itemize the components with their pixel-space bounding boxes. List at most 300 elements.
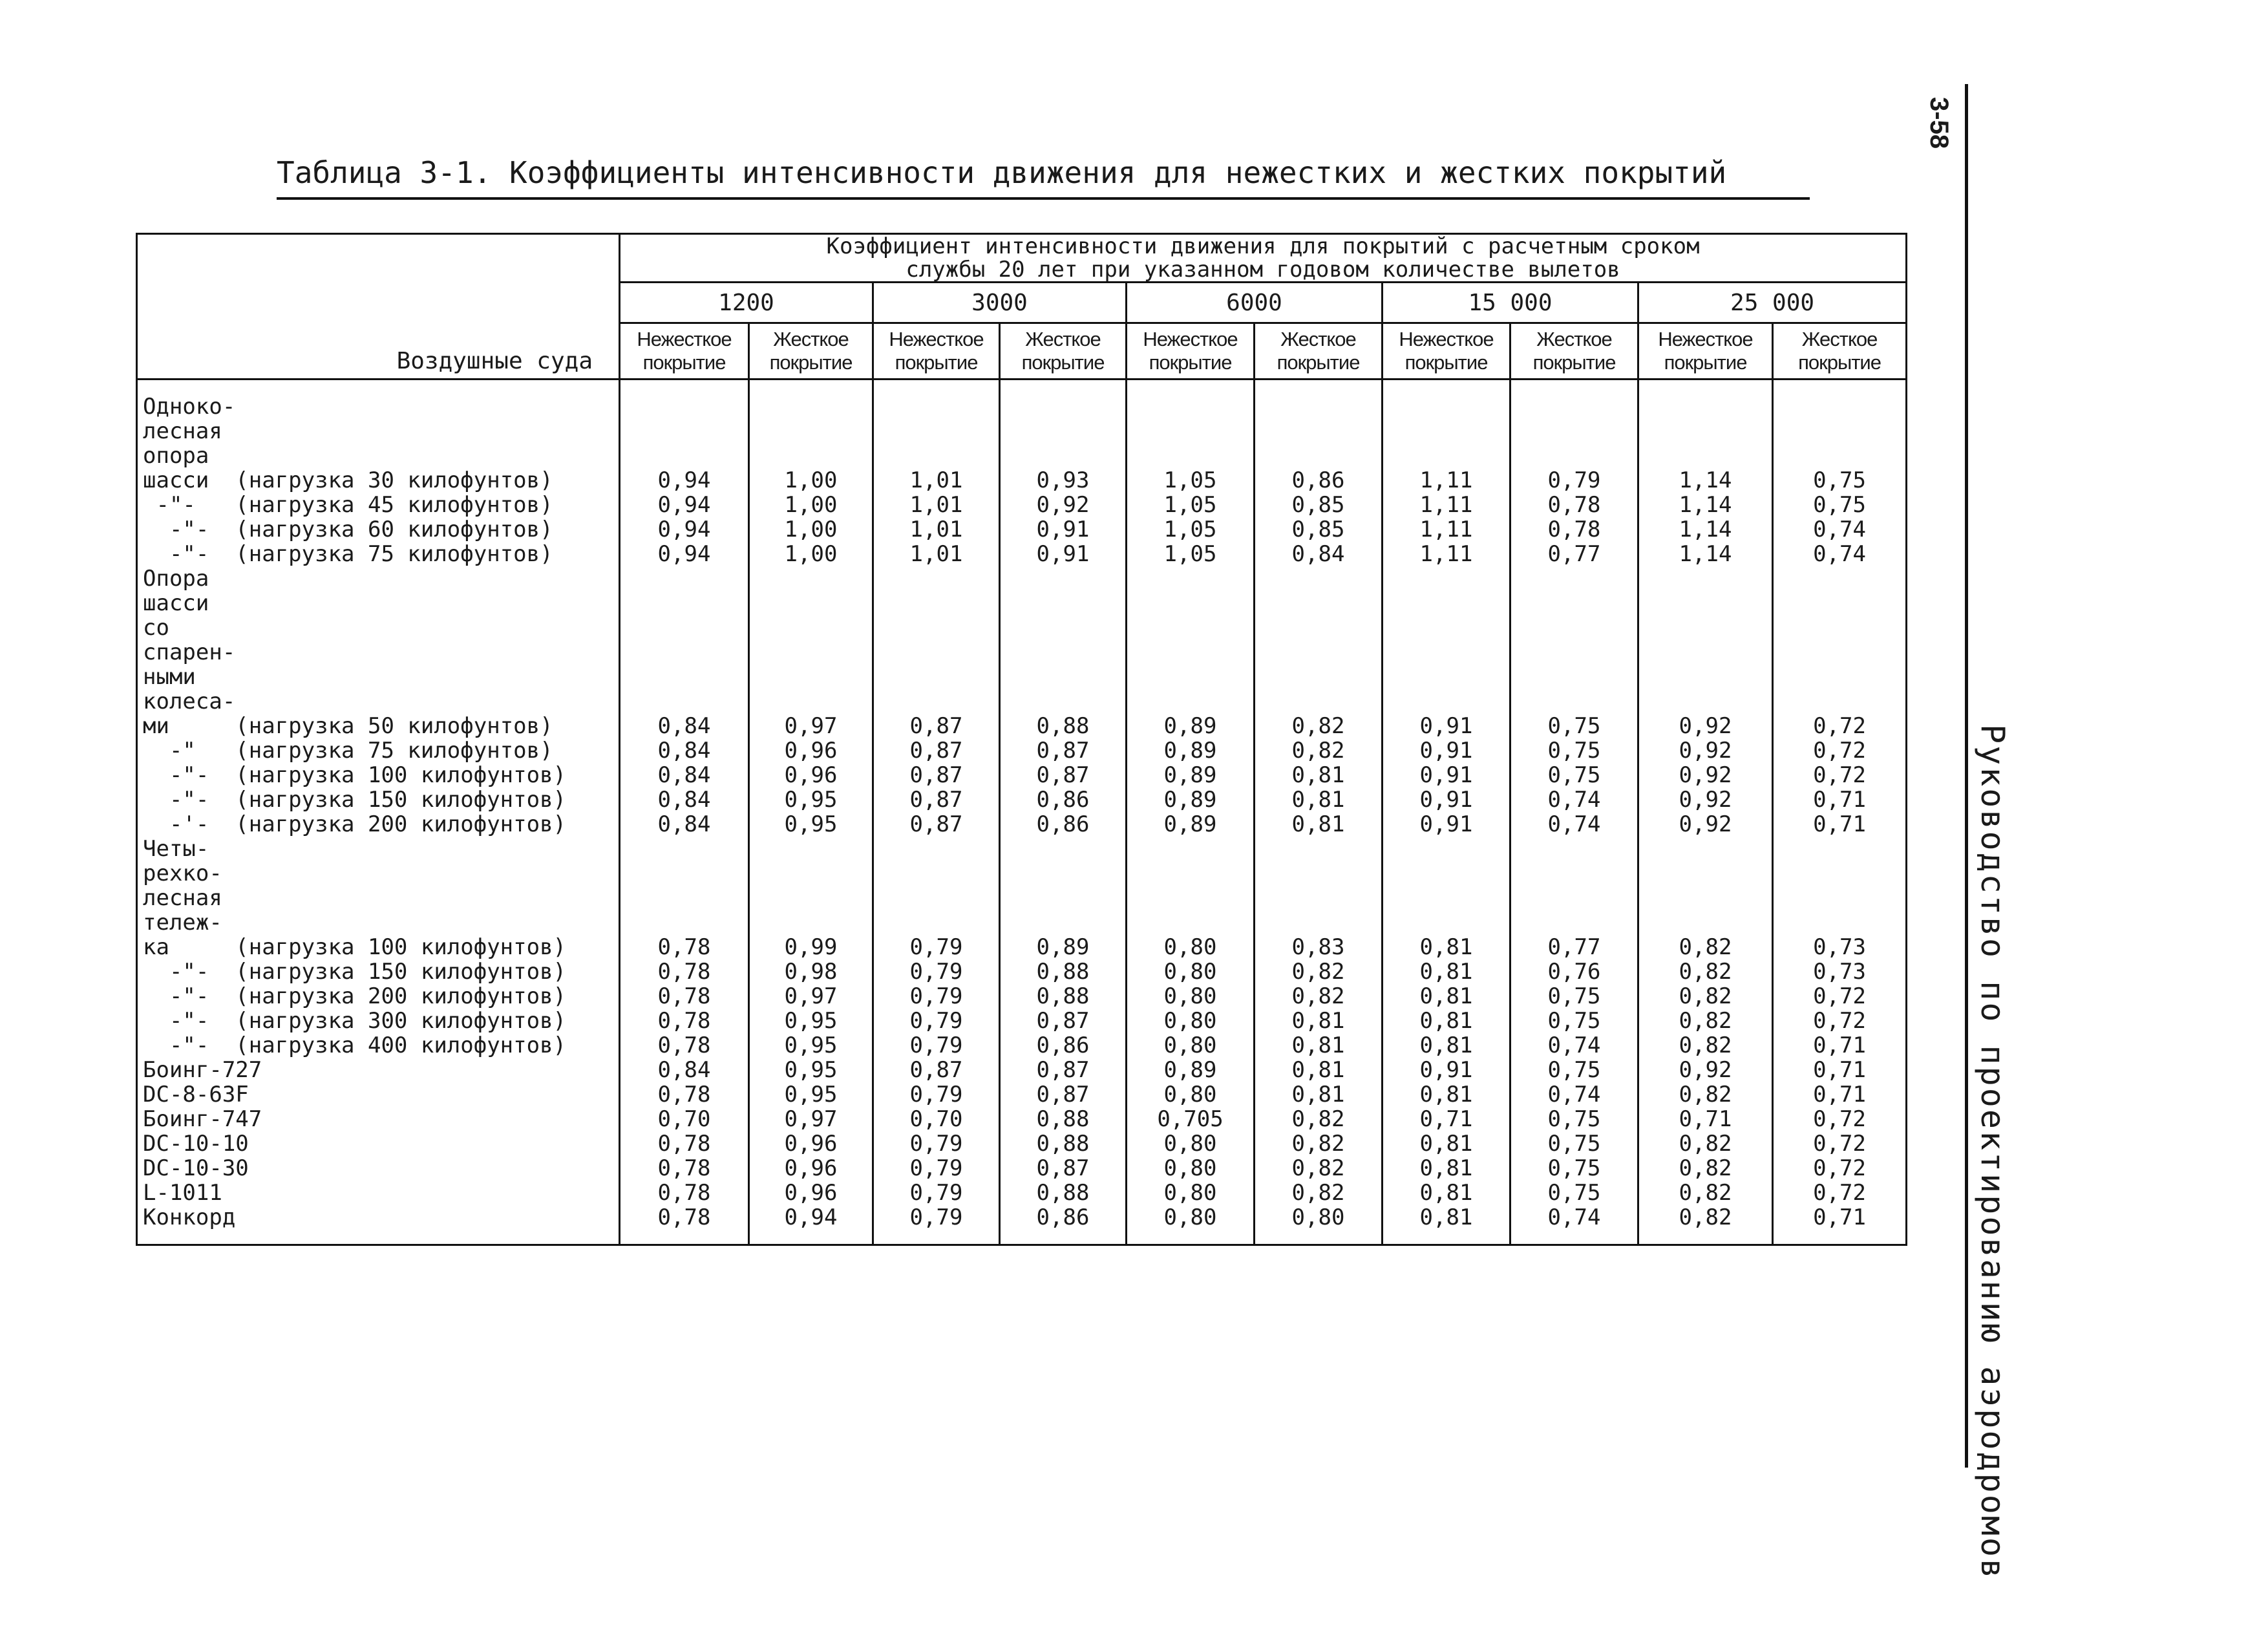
table-row xyxy=(137,468,1907,493)
table-row xyxy=(137,542,1907,566)
rigid-value-cell: 0,87 xyxy=(1000,1058,1127,1082)
rigid-value-cell xyxy=(1000,566,1127,591)
rigid-value-cell: 0,87 xyxy=(1000,1082,1127,1107)
rigid-value-cell xyxy=(1000,837,1127,861)
traffic-coefficient-table xyxy=(136,233,1907,1246)
flexible-value-cell: 0,82 xyxy=(1638,959,1773,984)
rigid-value-cell: 0,74 xyxy=(1510,1082,1638,1107)
flexible-value-cell xyxy=(620,886,749,910)
rigid-value-cell: 0,75 xyxy=(1510,1107,1638,1131)
flexible-value-cell: 0,80 xyxy=(1127,935,1255,959)
rigid-value-cell: 0,94 xyxy=(749,1205,873,1230)
flexible-value-cell: 0,71 xyxy=(1383,1107,1510,1131)
rigid-value-cell: 0,81 xyxy=(1255,1033,1383,1058)
table-row xyxy=(137,910,1907,935)
rigid-value-cell xyxy=(1255,689,1383,714)
flexible-value-cell xyxy=(1127,837,1255,861)
spacer-row xyxy=(137,380,1907,395)
flexible-value-cell: 1,11 xyxy=(1383,468,1510,493)
rigid-value-cell xyxy=(1000,861,1127,886)
aircraft-label-cell: колеса- xyxy=(137,689,620,714)
aircraft-label-cell: со xyxy=(137,615,620,640)
flexible-value-cell: 0,91 xyxy=(1383,812,1510,837)
rigid-value-cell: 0,74 xyxy=(1773,517,1907,542)
table-row xyxy=(137,517,1907,542)
rigid-value-cell: 0,88 xyxy=(1000,959,1127,984)
flexible-value-cell: 0,78 xyxy=(620,959,749,984)
table-row xyxy=(137,1131,1907,1156)
flexible-value-cell: 0,87 xyxy=(873,714,1000,738)
rigid-value-cell: 0,75 xyxy=(1510,1058,1638,1082)
flexible-value-cell: 0,89 xyxy=(1127,738,1255,763)
departures-header: 3000 xyxy=(873,283,1127,323)
flexible-value-cell: 1,05 xyxy=(1127,468,1255,493)
flexible-pavement-header: Нежесткое покрытие xyxy=(1638,323,1773,380)
flexible-value-cell: 0,79 xyxy=(873,1082,1000,1107)
flexible-value-cell: 0,80 xyxy=(1127,1205,1255,1230)
table-row xyxy=(137,787,1907,812)
page-number: 3-58 xyxy=(1925,97,1953,149)
rigid-value-cell: 0,96 xyxy=(749,738,873,763)
rigid-value-cell: 0,88 xyxy=(1000,1181,1127,1205)
aircraft-label-cell: Конкорд xyxy=(137,1205,620,1230)
rigid-value-cell: 1,00 xyxy=(749,517,873,542)
rigid-value-cell xyxy=(1255,640,1383,665)
spacer-cell xyxy=(620,380,749,395)
rigid-value-cell: 0,91 xyxy=(1000,542,1127,566)
flexible-value-cell: 0,91 xyxy=(1383,763,1510,787)
rigid-value-cell: 0,87 xyxy=(1000,1009,1127,1033)
flexible-pavement-header: Нежесткое покрытие xyxy=(1127,323,1255,380)
departures-header: 6000 xyxy=(1127,283,1383,323)
flexible-pavement-header: Нежесткое покрытие xyxy=(873,323,1000,380)
flexible-value-cell: 0,89 xyxy=(1127,714,1255,738)
flexible-value-cell: 0,91 xyxy=(1383,714,1510,738)
flexible-value-cell xyxy=(620,566,749,591)
table-row xyxy=(137,1156,1907,1181)
rigid-value-cell: 0,80 xyxy=(1255,1205,1383,1230)
flexible-value-cell: 1,14 xyxy=(1638,493,1773,517)
table-row xyxy=(137,886,1907,910)
flexible-value-cell: 0,94 xyxy=(620,468,749,493)
flexible-value-cell xyxy=(1383,837,1510,861)
aircraft-label-cell: Опора xyxy=(137,566,620,591)
flexible-value-cell: 0,87 xyxy=(873,787,1000,812)
rigid-value-cell xyxy=(749,566,873,591)
rigid-value-cell: 0,75 xyxy=(1510,1156,1638,1181)
rigid-value-cell: 0,85 xyxy=(1255,493,1383,517)
rigid-value-cell xyxy=(749,689,873,714)
flexible-value-cell: 1,05 xyxy=(1127,517,1255,542)
rigid-value-cell: 0,83 xyxy=(1255,935,1383,959)
flexible-value-cell xyxy=(1127,910,1255,935)
flexible-value-cell: 1,11 xyxy=(1383,517,1510,542)
rigid-pavement-header: Жесткое покрытие xyxy=(1510,323,1638,380)
flexible-value-cell: 0,82 xyxy=(1638,1131,1773,1156)
flexible-value-cell: 0,81 xyxy=(1383,1156,1510,1181)
departures-header: 25 000 xyxy=(1638,283,1907,323)
flexible-pavement-header: Нежесткое покрытие xyxy=(1383,323,1510,380)
rigid-value-cell: 0,88 xyxy=(1000,1107,1127,1131)
flexible-pavement-header: Нежесткое покрытие xyxy=(620,323,749,380)
side-rule xyxy=(1965,84,1968,1468)
rigid-value-cell xyxy=(1255,886,1383,910)
flexible-value-cell: 0,89 xyxy=(1127,763,1255,787)
rigid-value-cell: 0,84 xyxy=(1255,542,1383,566)
flexible-value-cell: 0,81 xyxy=(1383,935,1510,959)
flexible-value-cell: 0,79 xyxy=(873,1181,1000,1205)
table-row xyxy=(137,1107,1907,1131)
spacer-cell xyxy=(1510,380,1638,395)
flexible-value-cell: 0,79 xyxy=(873,1205,1000,1230)
rigid-value-cell xyxy=(1255,837,1383,861)
aircraft-label-cell: ми (нагрузка 50 килофунтов) xyxy=(137,714,620,738)
rigid-value-cell: 1,00 xyxy=(749,493,873,517)
flexible-value-cell xyxy=(620,640,749,665)
rigid-value-cell: 0,71 xyxy=(1773,1082,1907,1107)
rigid-value-cell xyxy=(1510,566,1638,591)
flexible-value-cell: 1,14 xyxy=(1638,468,1773,493)
flexible-value-cell: 0,78 xyxy=(620,1033,749,1058)
flexible-value-cell xyxy=(1383,566,1510,591)
coefficient-group-header xyxy=(620,234,1907,283)
flexible-value-cell: 0,82 xyxy=(1638,1156,1773,1181)
aircraft-label-cell: Боинг-727 xyxy=(137,1058,620,1082)
flexible-value-cell: 0,80 xyxy=(1127,1033,1255,1058)
aircraft-column-header: Воздушные суда xyxy=(137,234,620,380)
flexible-value-cell: 0,84 xyxy=(620,738,749,763)
rigid-value-cell xyxy=(1510,689,1638,714)
rigid-value-cell: 0,81 xyxy=(1255,1058,1383,1082)
aircraft-label-cell: DC-8-63F xyxy=(137,1082,620,1107)
flexible-value-cell: 0,82 xyxy=(1638,935,1773,959)
rigid-value-cell: 0,72 xyxy=(1773,763,1907,787)
rigid-value-cell xyxy=(1510,640,1638,665)
rigid-value-cell: 0,81 xyxy=(1255,787,1383,812)
rigid-value-cell xyxy=(1773,591,1907,615)
rigid-value-cell: 0,72 xyxy=(1773,738,1907,763)
rigid-value-cell xyxy=(1255,615,1383,640)
flexible-value-cell: 0,92 xyxy=(1638,1058,1773,1082)
rigid-value-cell xyxy=(1510,591,1638,615)
aircraft-label-cell: -"- (нагрузка 200 килофунтов) xyxy=(137,984,620,1009)
aircraft-label-cell: опора xyxy=(137,444,620,468)
flexible-value-cell: 0,92 xyxy=(1638,738,1773,763)
rigid-value-cell: 0,96 xyxy=(749,1131,873,1156)
spacer-cell xyxy=(1000,1230,1127,1245)
flexible-value-cell xyxy=(1127,886,1255,910)
rigid-value-cell xyxy=(1773,689,1907,714)
flexible-value-cell xyxy=(1127,689,1255,714)
table-row xyxy=(137,394,1907,419)
rigid-value-cell: 0,74 xyxy=(1773,542,1907,566)
table-row xyxy=(137,419,1907,444)
flexible-value-cell xyxy=(1383,886,1510,910)
aircraft-label-cell: Боинг-747 xyxy=(137,1107,620,1131)
rigid-value-cell: 0,74 xyxy=(1510,812,1638,837)
spacer-cell xyxy=(1000,380,1127,395)
rigid-value-cell xyxy=(1255,394,1383,419)
aircraft-label-cell: лесная xyxy=(137,886,620,910)
flexible-value-cell: 1,11 xyxy=(1383,493,1510,517)
rigid-value-cell xyxy=(1000,910,1127,935)
rigid-value-cell xyxy=(749,886,873,910)
flexible-value-cell: 0,79 xyxy=(873,1131,1000,1156)
flexible-value-cell xyxy=(1127,665,1255,689)
flexible-value-cell xyxy=(1638,419,1773,444)
flexible-value-cell: 0,94 xyxy=(620,517,749,542)
rigid-value-cell: 0,82 xyxy=(1255,1181,1383,1205)
spacer-cell xyxy=(749,1230,873,1245)
flexible-value-cell: 0,80 xyxy=(1127,984,1255,1009)
rigid-value-cell: 0,75 xyxy=(1510,1181,1638,1205)
rigid-value-cell xyxy=(1255,591,1383,615)
rigid-value-cell xyxy=(1255,861,1383,886)
aircraft-label-cell: ка (нагрузка 100 килофунтов) xyxy=(137,935,620,959)
rigid-value-cell xyxy=(1773,861,1907,886)
spacer-cell xyxy=(1638,1230,1773,1245)
flexible-value-cell xyxy=(1638,615,1773,640)
rigid-value-cell: 0,95 xyxy=(749,812,873,837)
flexible-value-cell: 0,78 xyxy=(620,1181,749,1205)
rigid-value-cell: 0,91 xyxy=(1000,517,1127,542)
rigid-value-cell: 0,82 xyxy=(1255,1131,1383,1156)
rigid-value-cell: 0,81 xyxy=(1255,812,1383,837)
rigid-value-cell xyxy=(1255,665,1383,689)
flexible-value-cell: 0,81 xyxy=(1383,1131,1510,1156)
rigid-value-cell: 0,86 xyxy=(1000,787,1127,812)
spacer-cell xyxy=(749,380,873,395)
flexible-value-cell: 0,80 xyxy=(1127,1082,1255,1107)
flexible-value-cell xyxy=(1638,591,1773,615)
table-row xyxy=(137,591,1907,615)
flexible-value-cell: 1,14 xyxy=(1638,542,1773,566)
rigid-value-cell: 0,82 xyxy=(1255,1156,1383,1181)
flexible-value-cell xyxy=(1127,566,1255,591)
flexible-value-cell xyxy=(1383,861,1510,886)
rigid-value-cell: 0,71 xyxy=(1773,1205,1907,1230)
rigid-value-cell: 0,72 xyxy=(1773,984,1907,1009)
rigid-value-cell: 1,00 xyxy=(749,468,873,493)
rigid-value-cell xyxy=(1000,640,1127,665)
flexible-value-cell xyxy=(1127,861,1255,886)
aircraft-label-cell: -"- (нагрузка 400 килофунтов) xyxy=(137,1033,620,1058)
rigid-value-cell: 0,74 xyxy=(1510,787,1638,812)
flexible-value-cell: 0,81 xyxy=(1383,1082,1510,1107)
aircraft-label-cell: -"- (нагрузка 150 килофунтов) xyxy=(137,787,620,812)
flexible-value-cell xyxy=(1127,591,1255,615)
flexible-value-cell xyxy=(1383,665,1510,689)
rigid-value-cell: 0,78 xyxy=(1510,493,1638,517)
flexible-value-cell xyxy=(1638,837,1773,861)
rigid-value-cell xyxy=(1773,665,1907,689)
flexible-value-cell xyxy=(1383,689,1510,714)
table-header xyxy=(137,234,1907,380)
rigid-pavement-header: Жесткое покрытие xyxy=(1773,323,1907,380)
flexible-value-cell: 0,81 xyxy=(1383,959,1510,984)
flexible-value-cell: 1,01 xyxy=(873,517,1000,542)
table-row xyxy=(137,837,1907,861)
table-row xyxy=(137,615,1907,640)
flexible-value-cell: 0,81 xyxy=(1383,1205,1510,1230)
flexible-value-cell: 0,79 xyxy=(873,1156,1000,1181)
table-caption: Таблица 3-1. Коэффициенты интенсивности движения для нежестких и жестких покрытий xyxy=(277,155,1727,190)
spacer-cell xyxy=(620,1230,749,1245)
aircraft-label-cell: -"- (нагрузка 75 килофунтов) xyxy=(137,542,620,566)
flexible-value-cell: 1,01 xyxy=(873,468,1000,493)
flexible-value-cell xyxy=(620,689,749,714)
flexible-value-cell: 0,79 xyxy=(873,984,1000,1009)
flexible-value-cell: 0,79 xyxy=(873,1033,1000,1058)
aircraft-label-cell: -" (нагрузка 75 килофунтов) xyxy=(137,738,620,763)
table-row xyxy=(137,1181,1907,1205)
rigid-value-cell xyxy=(1510,837,1638,861)
rigid-value-cell xyxy=(1000,394,1127,419)
table-row xyxy=(137,1009,1907,1033)
flexible-value-cell: 0,87 xyxy=(873,738,1000,763)
spacer-cell xyxy=(1255,380,1383,395)
rigid-value-cell: 0,87 xyxy=(1000,763,1127,787)
spacer-cell xyxy=(137,1230,620,1245)
rigid-value-cell xyxy=(1773,837,1907,861)
rigid-value-cell: 0,78 xyxy=(1510,517,1638,542)
rigid-value-cell xyxy=(1510,861,1638,886)
rigid-value-cell xyxy=(1510,444,1638,468)
flexible-value-cell: 0,84 xyxy=(620,1058,749,1082)
aircraft-label-cell: тележ- xyxy=(137,910,620,935)
rigid-value-cell: 0,76 xyxy=(1510,959,1638,984)
rigid-value-cell xyxy=(749,591,873,615)
rigid-value-cell xyxy=(749,615,873,640)
table-row xyxy=(137,714,1907,738)
flexible-value-cell: 0,79 xyxy=(873,935,1000,959)
rigid-value-cell xyxy=(749,910,873,935)
spacer-cell xyxy=(1127,380,1255,395)
departures-header: 1200 xyxy=(620,283,873,323)
flexible-value-cell xyxy=(620,615,749,640)
flexible-value-cell: 1,11 xyxy=(1383,542,1510,566)
flexible-value-cell xyxy=(1383,591,1510,615)
flexible-value-cell: 0,81 xyxy=(1383,1033,1510,1058)
coefficient-header-line-1: Коэффициент интенсивности движения для покрытий с расчетным сроком xyxy=(826,233,1700,259)
rigid-value-cell xyxy=(1255,419,1383,444)
aircraft-label-cell: рехко- xyxy=(137,861,620,886)
rigid-value-cell xyxy=(1510,615,1638,640)
aircraft-label-cell: ными xyxy=(137,665,620,689)
flexible-value-cell xyxy=(1638,689,1773,714)
flexible-value-cell: 0,705 xyxy=(1127,1107,1255,1131)
rigid-value-cell: 0,85 xyxy=(1255,517,1383,542)
spacer-cell xyxy=(137,380,620,395)
rigid-value-cell: 0,75 xyxy=(1510,714,1638,738)
flexible-value-cell: 0,80 xyxy=(1127,959,1255,984)
spacer-cell xyxy=(873,1230,1000,1245)
flexible-value-cell: 0,91 xyxy=(1383,787,1510,812)
spacer-cell xyxy=(1773,1230,1907,1245)
flexible-value-cell xyxy=(873,910,1000,935)
flexible-value-cell xyxy=(1383,394,1510,419)
table-row xyxy=(137,566,1907,591)
flexible-value-cell xyxy=(1127,615,1255,640)
rigid-value-cell: 0,97 xyxy=(749,714,873,738)
flexible-value-cell: 0,81 xyxy=(1383,984,1510,1009)
flexible-value-cell: 0,91 xyxy=(1383,1058,1510,1082)
flexible-value-cell xyxy=(1127,640,1255,665)
rigid-value-cell: 0,75 xyxy=(1510,763,1638,787)
rigid-value-cell xyxy=(1255,566,1383,591)
flexible-value-cell xyxy=(620,394,749,419)
flexible-value-cell xyxy=(1638,861,1773,886)
flexible-value-cell: 0,82 xyxy=(1638,984,1773,1009)
flexible-value-cell: 1,01 xyxy=(873,493,1000,517)
aircraft-label-cell: -"- (нагрузка 45 килофунтов) xyxy=(137,493,620,517)
flexible-value-cell: 0,71 xyxy=(1638,1107,1773,1131)
rigid-value-cell: 0,71 xyxy=(1773,787,1907,812)
table-row xyxy=(137,1058,1907,1082)
spacer-cell xyxy=(1510,1230,1638,1245)
flexible-value-cell xyxy=(1383,640,1510,665)
rigid-value-cell: 0,74 xyxy=(1510,1033,1638,1058)
flexible-value-cell: 0,78 xyxy=(620,1009,749,1033)
rigid-value-cell: 0,75 xyxy=(1773,493,1907,517)
rigid-value-cell: 0,86 xyxy=(1000,1033,1127,1058)
rigid-value-cell: 0,88 xyxy=(1000,984,1127,1009)
rigid-value-cell: 0,82 xyxy=(1255,1107,1383,1131)
running-title: Руководство по проектированию аэродромов xyxy=(1974,724,2011,1581)
flexible-value-cell: 0,81 xyxy=(1383,1009,1510,1033)
flexible-value-cell: 0,80 xyxy=(1127,1181,1255,1205)
aircraft-label-cell: Четы- xyxy=(137,837,620,861)
rigid-value-cell: 0,96 xyxy=(749,763,873,787)
rigid-value-cell: 0,81 xyxy=(1255,1009,1383,1033)
rigid-value-cell: 0,98 xyxy=(749,959,873,984)
table-row xyxy=(137,1205,1907,1230)
rigid-value-cell xyxy=(1255,444,1383,468)
flexible-value-cell: 0,87 xyxy=(873,1058,1000,1082)
rigid-value-cell xyxy=(749,665,873,689)
rigid-value-cell: 0,82 xyxy=(1255,959,1383,984)
flexible-value-cell xyxy=(620,665,749,689)
flexible-value-cell xyxy=(620,591,749,615)
rigid-value-cell xyxy=(749,837,873,861)
flexible-value-cell xyxy=(620,910,749,935)
departures-header: 15 000 xyxy=(1383,283,1638,323)
coefficient-header-line-2: службы 20 лет при указанном годовом количестве вылетов xyxy=(906,257,1620,283)
flexible-value-cell: 0,87 xyxy=(873,763,1000,787)
flexible-value-cell: 0,78 xyxy=(620,1131,749,1156)
flexible-value-cell: 0,92 xyxy=(1638,763,1773,787)
flexible-value-cell: 0,82 xyxy=(1638,1009,1773,1033)
spacer-cell xyxy=(1383,1230,1510,1245)
rigid-value-cell: 0,88 xyxy=(1000,1131,1127,1156)
aircraft-label-cell: DC-10-30 xyxy=(137,1156,620,1181)
flexible-value-cell: 1,14 xyxy=(1638,517,1773,542)
table-row xyxy=(137,689,1907,714)
flexible-value-cell xyxy=(1638,886,1773,910)
flexible-value-cell: 0,82 xyxy=(1638,1033,1773,1058)
flexible-value-cell xyxy=(873,837,1000,861)
table-row xyxy=(137,444,1907,468)
spacer-cell xyxy=(873,380,1000,395)
flexible-value-cell: 0,78 xyxy=(620,935,749,959)
rigid-value-cell xyxy=(1773,640,1907,665)
rigid-value-cell: 0,88 xyxy=(1000,714,1127,738)
rigid-value-cell: 0,79 xyxy=(1510,468,1638,493)
rigid-value-cell: 0,75 xyxy=(1773,468,1907,493)
rigid-value-cell: 0,92 xyxy=(1000,493,1127,517)
spacer-row xyxy=(137,1230,1907,1245)
rigid-value-cell xyxy=(749,861,873,886)
